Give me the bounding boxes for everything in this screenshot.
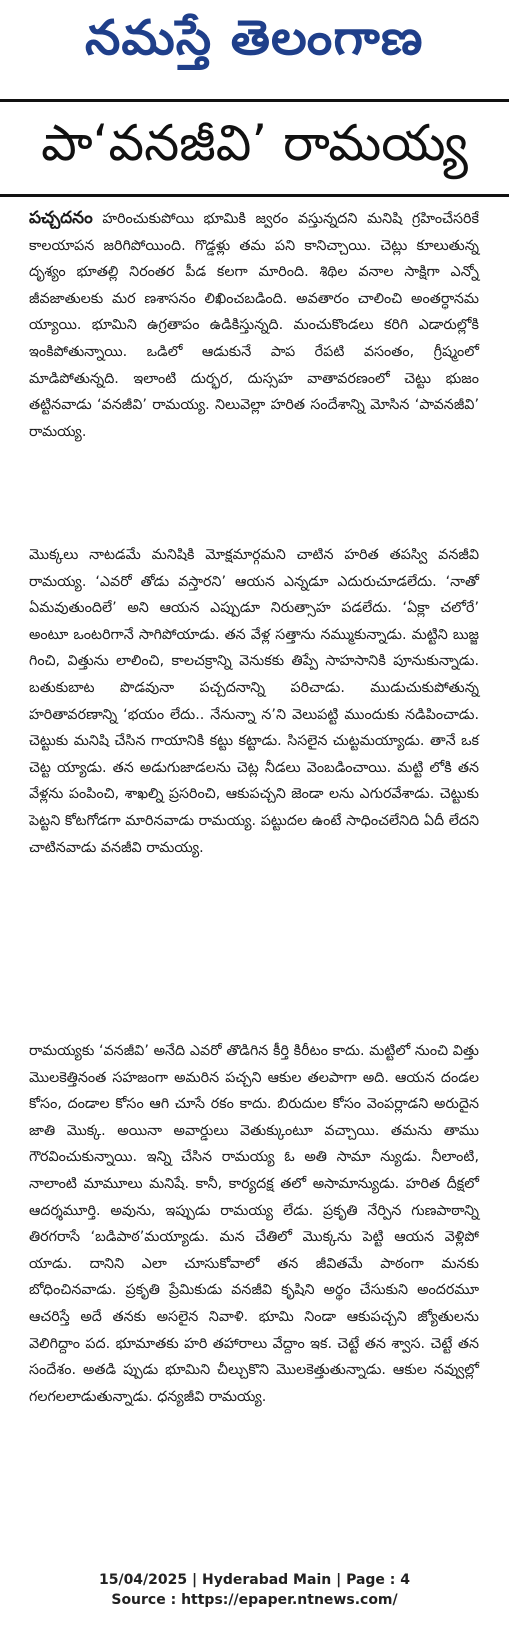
lead-word: పచ్చదనం xyxy=(29,208,93,228)
article-paragraph-1 xyxy=(29,205,479,445)
article-paragraph-3 xyxy=(29,1038,479,1410)
headline: పా‘వనజీవి’ రామయ్య xyxy=(41,113,468,172)
edition-line: 15/04/2025 | Hyderabad Main | Page : 4 xyxy=(98,1572,411,1588)
headline-bottom-rule xyxy=(0,194,509,197)
headline-box xyxy=(0,112,509,186)
masthead xyxy=(0,8,509,80)
source-line: Source : https://epaper.ntnews.com/ xyxy=(111,1592,398,1608)
masthead-title: నమస్తే తెలంగాణ xyxy=(85,10,424,66)
paragraph-2-text: మొక్కలు నాటడమే మనిషికి మోక్షమార్గమని చాటిన హరిత తపస్వి వనజీవి రామయ్య. ‘ఎవరో తోడు వస్తారని’ ఆయన ఎన్నడూ ఎదురుచూడలేదు. ‘నాతో ఏమవుతుందిలే’ అని ఆయన ఎప్పుడూ నిరుత్సాహ పడలేదు. ‘ఏక్లా చలోరే’ అంటూ ఒంటరిగానే సాగిపోయాడు. తన వేళ్ల సత్తాను నమ్ముకున్నాడు. మట్టిని బుజ్జ గించి, విత్తును లాలించి, కాలచక్రాన్ని వెనుకకు తిప్పే సాహసానికి పూనుకున్నాడు. బతుకుబాట పొడవునా పచ్చదనాన్ని పరిచాడు. ముడుచుకుపోతున్న హరితావరణాన్ని ‘భయం లేదు.. నేనున్నా న’ని వెలుపట్టి ముందుకు నడిపించాడు. చెట్టుకు మనిషి చేసిన గాయానికి కట్టు కట్టాడు. సిసలైన చుట్టమయ్యాడు. తానే ఒక చెట్ట య్యాడు. తన అడుగుజాడలను చెట్ల నీడలు వెంబడించాయి. మట్టి లోకి తన వేళ్లను పంపించి, శాఖల్ని ప్రసరించి, ఆకుపచ్చని జెండా లను ఎగురవేశాడు. చెట్టుకు పెట్టని కోటగోడగా మారినవాడు రామయ్య. పట్టుదల ఉంటే సాధించలేనిది ఏదీ లేదని చాటినవాడు వనజీవి రామయ్య. xyxy=(29,547,479,856)
paragraph-1-text: హరించుకుపోయి భూమికి జ్వరం వస్తున్నదని మనిషి గ్రహించేసరికే కాలయాపన జరిగిపోయింది. గొడ్డళ్లు తమ పని కానిచ్చాయి. చెట్లు కూలుతున్న దృశ్యం భూతల్లి నిరంతర పీడ కలగా మారింది. శిథిల వనాల సాక్షిగా ఎన్నో జీవజాతులకు మర ణశాసనం లిఖించబడింది. అవతారం చాలించి అంతర్ధానమ య్యాయి. భూమిని ఉగ్రతాపం ఉడికిస్తున్నది. మంచుకొండలు కరిగి ఎడారుల్లోకి ఇంకిపోతున్నాయి. ఒడిలో ఆడుకునే పాప రేపటి వసంతం, గ్రీష్మంలో మాడిపోతున్నది. ఇలాంటి దుర్భర, దుస్సహ వాతావరణంలో చెట్టు భుజం తట్టినవాడు ‘వనజీవి’ రామయ్య. నిలువెల్లా హరిత సందేశాన్ని మోసిన ‘పావనజీవి’ రామయ్య. xyxy=(29,211,479,440)
paragraph-3-text: రామయ్యకు ‘వనజీవి’ అనేది ఎవరో తొడిగిన కీర్తి కిరీటం కాదు. మట్టిలో నుంచి విత్తు మొలకెత్తినంత సహజంగా అమరిన పచ్చని ఆకుల తలపాగా అది. ఆయన దండల కోసం, దండాల కోసం ఆగి చూసే రకం కాదు. బిరుదుల కోసం వెంపర్లాడని అరుదైన జాతి మొక్క. అయినా అవార్డులు వెతుక్కుంటూ వచ్చాయి. తమను తాము గౌరవించుకున్నాయి. ఇన్ని చేసిన రామయ్య ఓ అతి సామా న్యుడు. నీలాంటి, నాలాంటి మామూలు మనిషే. కానీ, కార్యదక్ష తలో అసామాన్యుడు. హరిత దీక్షలో ఆదర్శమూర్తి. అవును, ఇప్పుడు రామయ్య లేడు. ప్రకృతి నేర్పిన గుణపాఠాన్ని తిరగరాసే ‘బడిపాఠ’మయ్యాడు. మన చేతిలో మొక్కను పెట్టి ఆయన వెళ్లిపో యాడు. దానిని ఎలా చూసుకోవాలో తన జీవితమే పాఠంగా మనకు బోధించినవాడు. ప్రకృతి ప్రేమికుడు వనజీవి కృషిని అర్థం చేసుకుని అందరమూ ఆచరిస్తే అదే తనకు అసలైన నివాళి. భూమి నిండా ఆకుపచ్చని జ్యోతులను వెలిగిద్దాం పద. భూమాతకు హరి తహారాలు వేద్దాం ఇక. చెట్టే తన శ్వాస. చెట్టే తన సందేశం. అతడి ప్పుడు భూమిని చీల్చుకొని మొలకెత్తుతున్నాడు. ఆకుల నవ్వుల్లో గలగలలాడుతున్నాడు. ధన్యజీవి రామయ్య. xyxy=(29,1043,479,1405)
page-footer xyxy=(0,1570,509,1610)
article-paragraph-2 xyxy=(29,542,479,861)
headline-top-rule xyxy=(0,99,509,102)
